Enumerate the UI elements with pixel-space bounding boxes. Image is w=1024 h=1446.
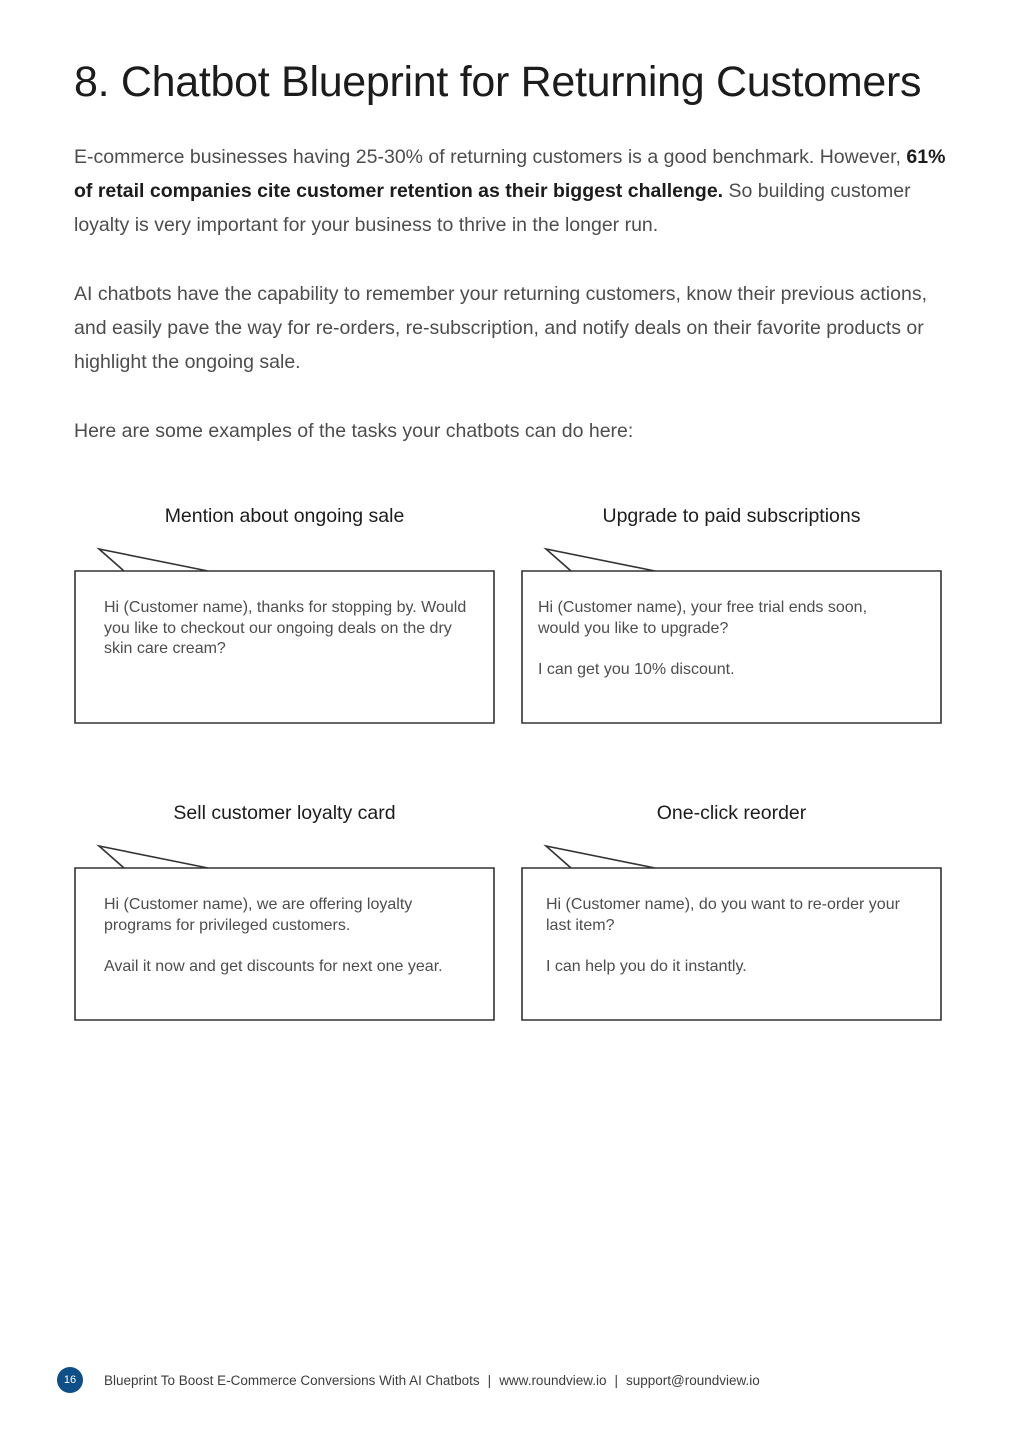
example-card-paid-subscriptions <box>521 502 961 732</box>
message-line: Hi (Customer name), do you want to re-order your last item? <box>546 896 900 934</box>
message-line: I can help you do it instantly. <box>546 957 747 975</box>
example-heading: Mention about ongoing sale <box>164 505 405 527</box>
chatbot-message <box>538 598 908 680</box>
message-line: Hi (Customer name), thanks for stopping by. Would you like to checkout our ongoing deals on the dry skin care cream? <box>104 599 467 657</box>
footer-separator: | <box>614 1372 619 1388</box>
page-number-badge: 16 <box>57 1367 83 1393</box>
example-heading: Upgrade to paid subscriptions <box>602 505 861 527</box>
chatbot-message <box>546 895 916 977</box>
example-card-one-click-reorder <box>521 799 961 1029</box>
intro-paragraph-1 <box>74 140 954 242</box>
example-card-loyalty-card <box>74 799 514 1029</box>
example-heading: Sell customer loyalty card <box>173 802 396 824</box>
message-line: Hi (Customer name), your free trial ends soon, would you like to upgrade? <box>538 599 868 637</box>
example-heading: One-click reorder <box>656 802 807 824</box>
intro-paragraph-3: Here are some examples of the tasks your chatbots can do here: <box>74 420 634 442</box>
intro-paragraph-2: AI chatbots have the capability to remember your returning customers, know their previous actions, and easily pave the way for re-orders, re-subscription, and notify deals on their favorite products or highlight the ongoing sale. <box>74 283 927 373</box>
example-card-ongoing-sale <box>74 502 514 732</box>
intro-p1-text-start: E-commerce businesses having 25-30% of returning customers is a good benchmark. However, <box>74 146 907 168</box>
message-line: I can get you 10% discount. <box>538 660 735 678</box>
chatbot-message <box>104 598 474 660</box>
footer-text <box>104 1373 760 1388</box>
page-title: 8. Chatbot Blueprint for Returning Customers <box>74 58 922 106</box>
message-line: Avail it now and get discounts for next one year. <box>104 957 443 975</box>
intro-p1-highlight: 61% of retail companies cite customer retention as their biggest challenge. <box>74 146 946 202</box>
footer-website-link[interactable]: www.roundview.io <box>499 1372 607 1388</box>
intro-p1-text-end: So building customer loyalty is very important for your business to thrive in the longer run. <box>74 180 911 236</box>
chatbot-message <box>104 895 474 977</box>
page-footer <box>57 1367 760 1393</box>
footer-separator: | <box>487 1372 492 1388</box>
footer-document-title: Blueprint To Boost E-Commerce Conversions With AI Chatbots <box>104 1372 480 1388</box>
message-line: Hi (Customer name), we are offering loyalty programs for privileged customers. <box>104 896 413 934</box>
footer-email-link[interactable]: support@roundview.io <box>626 1372 760 1388</box>
